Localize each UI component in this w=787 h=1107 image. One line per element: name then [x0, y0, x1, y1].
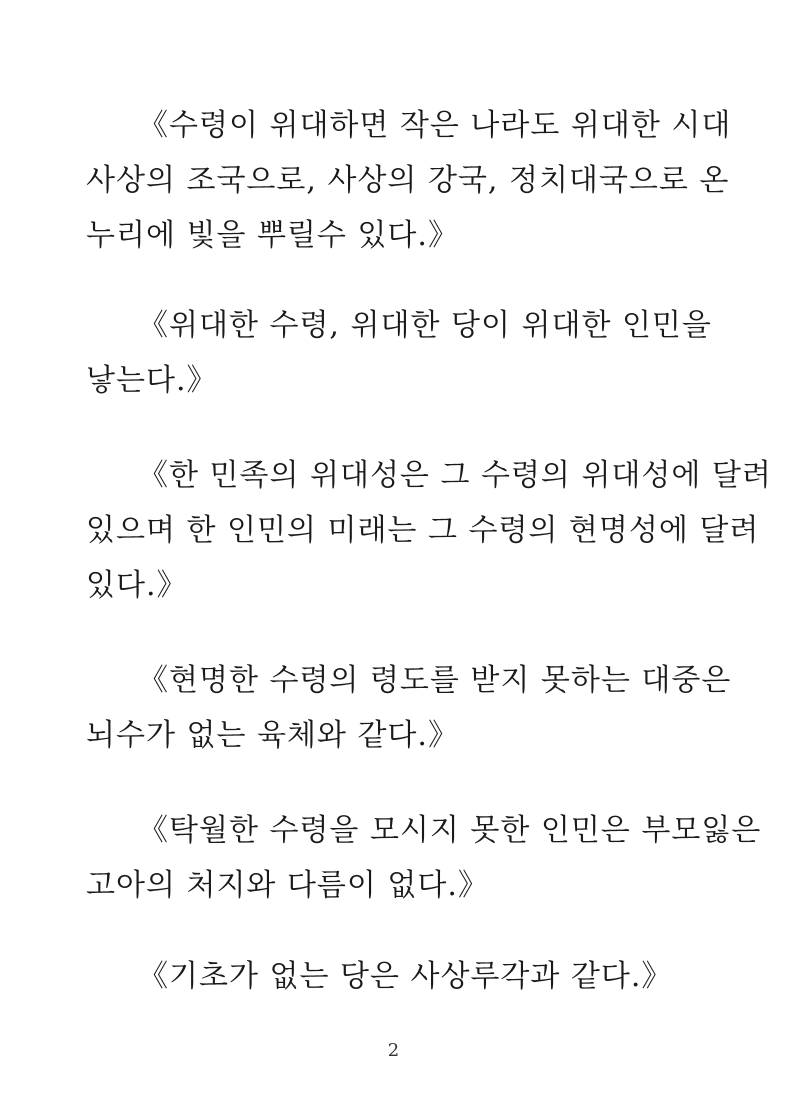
quote-paragraph-5: [86, 803, 762, 913]
page-number: 2: [387, 1040, 400, 1061]
quote-paragraph-3: [86, 448, 772, 613]
quote-paragraph-6: [86, 949, 701, 1004]
paragraph-line: 사상의 조국으로, 사상의 강국, 정치대국으로 온: [86, 163, 730, 198]
paragraph-line: 《현명한 수령의 령도를 받지 못하는 대중은: [138, 663, 732, 698]
paragraph-line: 낳는다.》: [86, 363, 218, 398]
paragraph-line: 《수령이 위대하면 작은 나라도 위대한 시대: [138, 108, 732, 143]
paragraph-line: 《기초가 없는 당은 사상루각과 같다.》: [138, 959, 673, 994]
quote-paragraph-4: [86, 653, 732, 763]
paragraph-line: 《한 민족의 위대성은 그 수령의 위대성에 달려: [138, 458, 772, 493]
quote-paragraph-2: [86, 298, 712, 408]
paragraph-line: 고아의 처지와 다름이 없다.》: [86, 868, 489, 903]
paragraph-line: 있으며 한 인민의 미래는 그 수령의 현명성에 달려: [86, 513, 760, 548]
paragraph-line: 누리에 빛을 뿌릴수 있다.》: [86, 218, 459, 253]
paragraph-line: 《위대한 수령, 위대한 당이 위대한 인민을: [138, 308, 712, 343]
paragraph-line: 있다.》: [86, 568, 188, 603]
paragraph-line: 《탁월한 수령을 모시지 못한 인민은 부모잃은: [138, 813, 762, 848]
paragraph-line: 뇌수가 없는 육체와 같다.》: [86, 718, 459, 753]
quote-paragraph-1: [86, 98, 732, 263]
